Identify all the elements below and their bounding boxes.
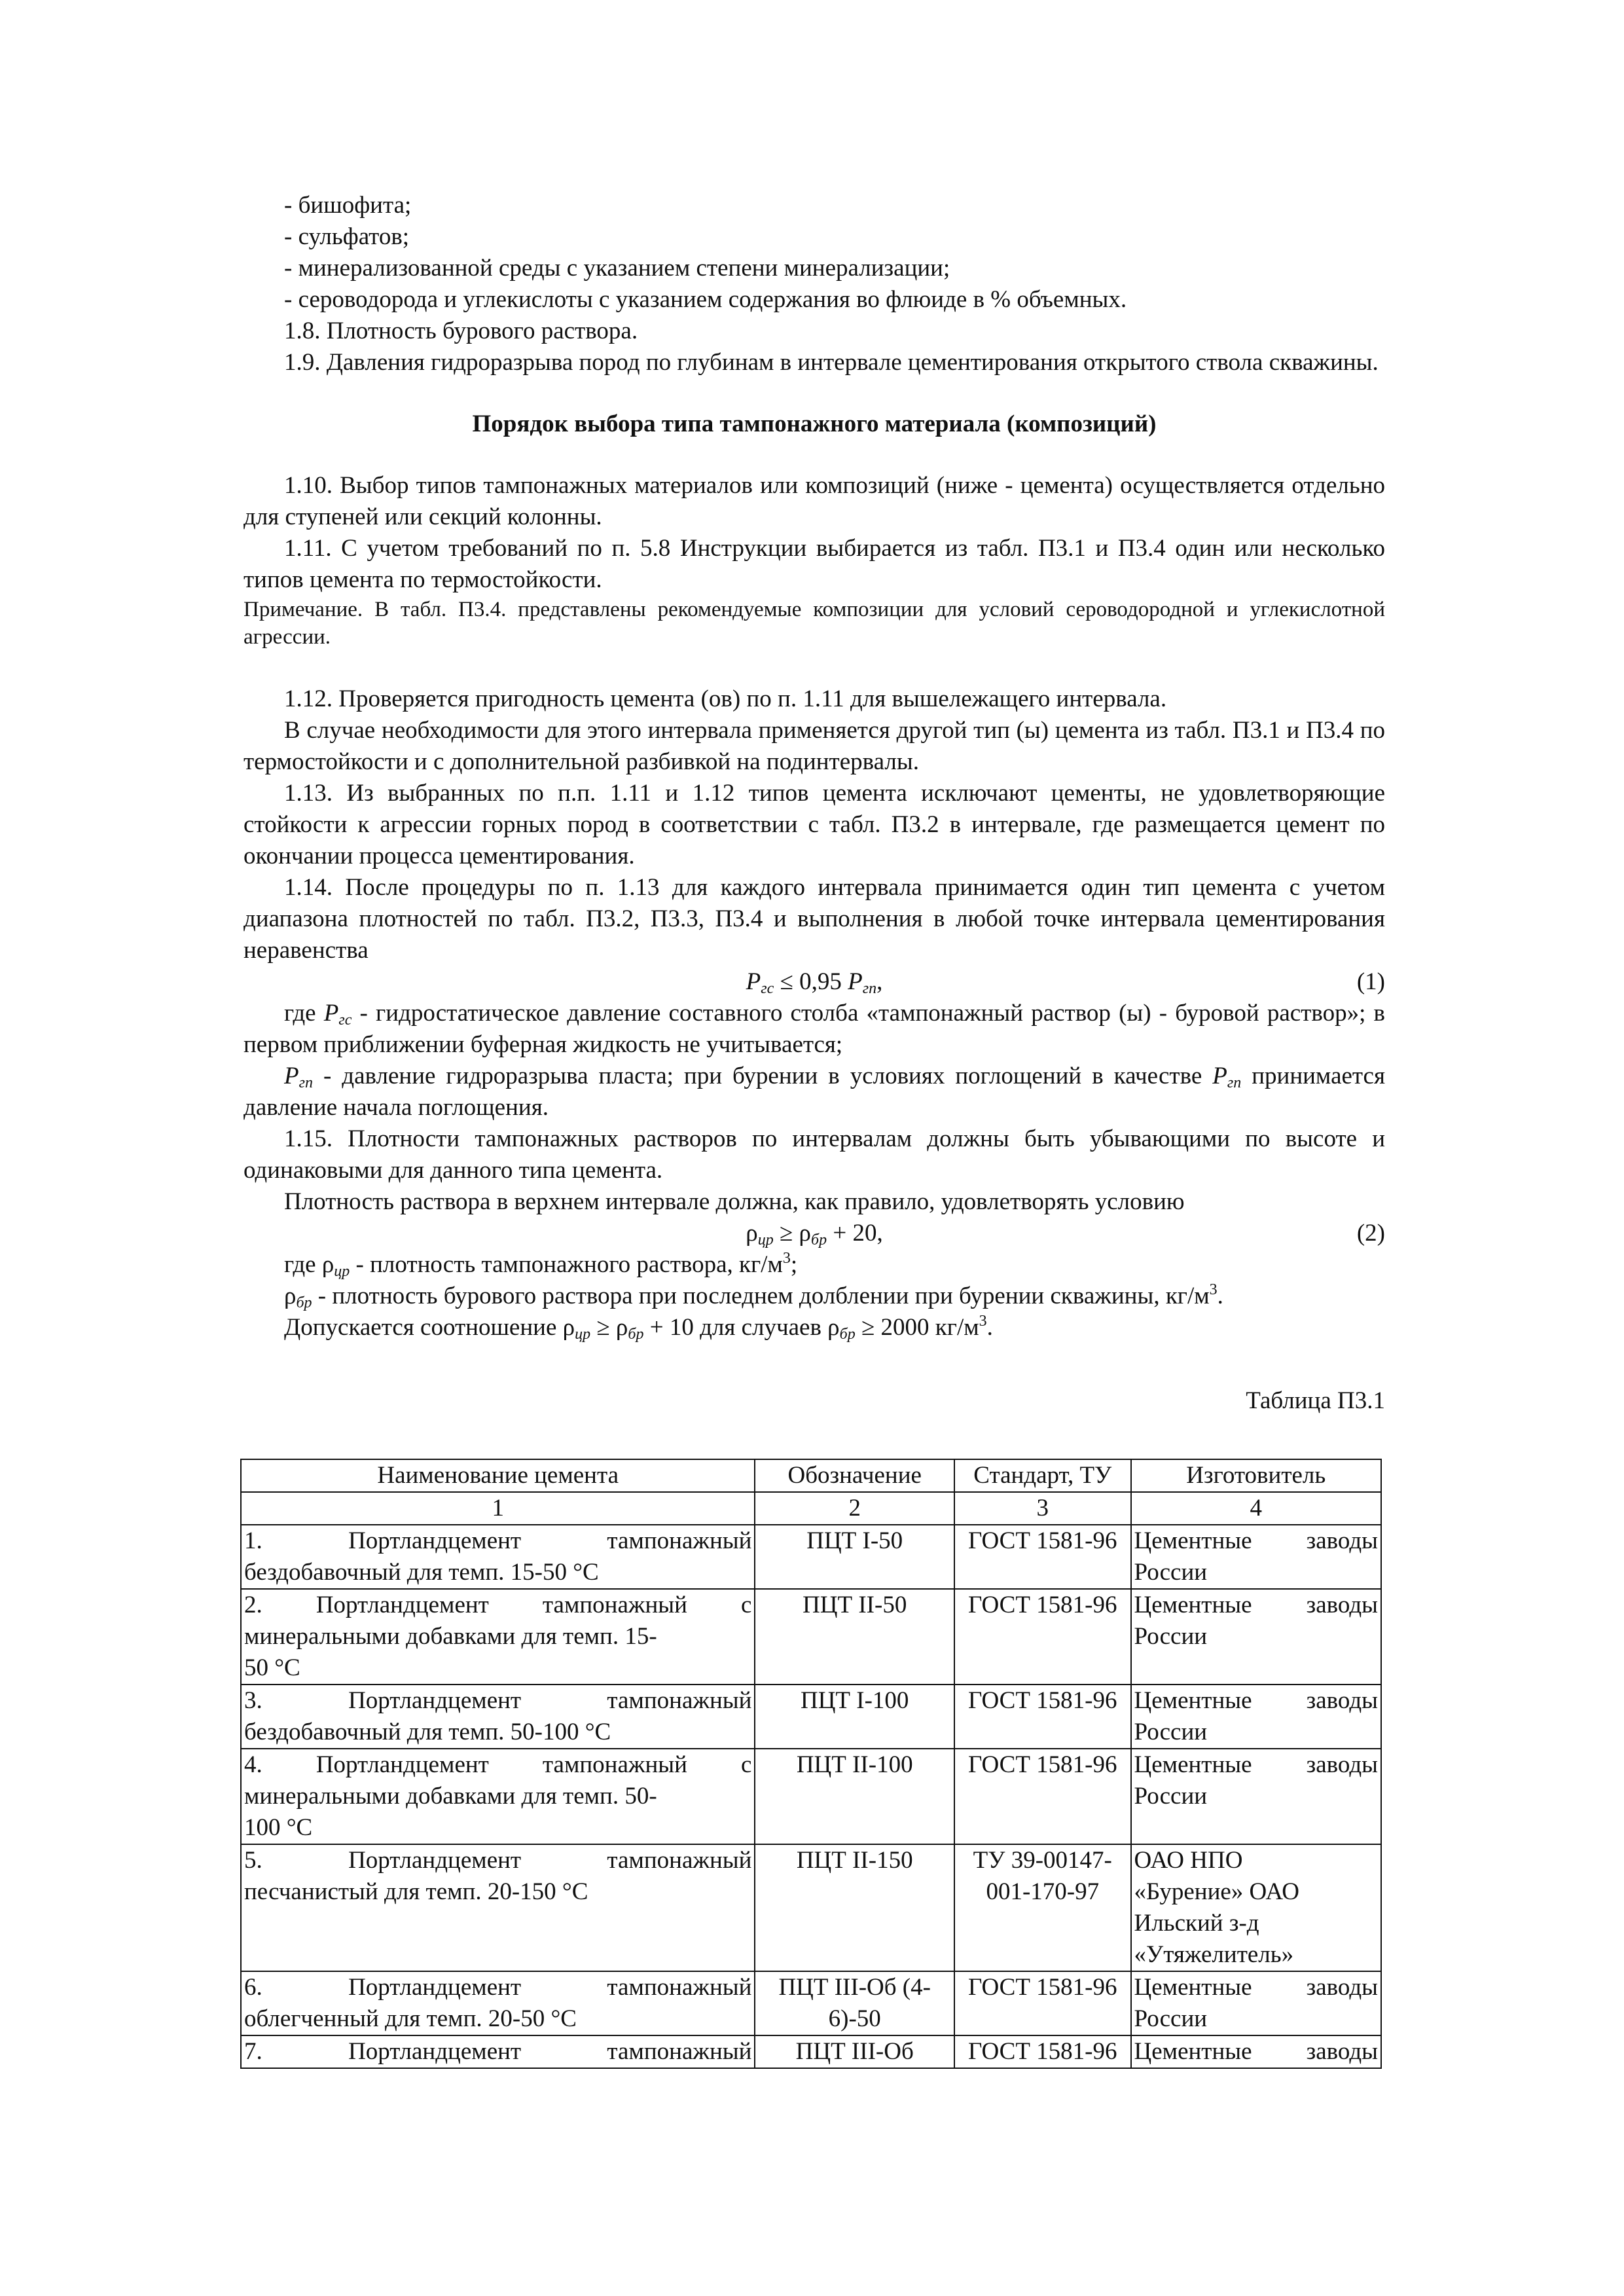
table-row <box>241 1589 1381 1685</box>
formula-1-where-pgs: где $P_{гс}$ - гидростатическое давление составного столба «тампонажный раствор (ы) - буровой раствор»; в первом приближении буферная жидкость не учитывается; <box>244 1000 1385 1058</box>
header-cement-name: Наименование цемента <box>241 1459 755 1492</box>
designation-cell: ПЦТ II-150 <box>755 1844 954 1971</box>
table-row <box>241 2035 1381 2068</box>
designation-cell: ПЦТ II-100 <box>755 1749 954 1844</box>
column-number: 4 <box>1131 1492 1381 1525</box>
note: Примечание. В табл. П3.4. представлены рекомендуемые композиции для условий сероводородной и углекислотной агрессии. <box>244 598 1385 649</box>
document-page <box>244 190 1385 2069</box>
cement-name-cell: 5. Портландцемент тампонажный песчанистый для темп. 20-150 °С <box>241 1844 755 1971</box>
cement-name-cell: 2. Портландцемент тампонажный с минеральными добавками для темп. 15-50 °С <box>241 1589 755 1685</box>
designation-cell: ПЦТ III-Об <box>755 2035 954 2068</box>
formula-1 <box>244 966 1385 998</box>
standard-cell: ГОСТ 1581-96 <box>954 1971 1131 2035</box>
paragraph-1-11: 1.11. С учетом требований по п. 5.8 Инструкции выбирается из табл. П3.1 и П3.4 один или несколько типов цемента по термостойкости. <box>244 535 1385 593</box>
list-item-bishofit: - бишофита; <box>284 192 412 219</box>
column-number: 3 <box>954 1492 1131 1525</box>
manufacturer-cell: Цементные заводы России <box>1131 1589 1381 1685</box>
standard-cell: ГОСТ 1581-96 <box>954 2035 1131 2068</box>
standard-cell: ТУ 39-00147-001-170-97 <box>954 1844 1131 1971</box>
designation-cell: ПЦТ I-50 <box>755 1525 954 1589</box>
formula-2-expression: $\rho_{цр} \ge \rho_{бр} + 20$, <box>746 1220 883 1248</box>
paragraph-density-condition: Плотность раствора в верхнем интервале должна, как правило, удовлетворять условию <box>284 1188 1185 1215</box>
table-caption: Таблица П3.1 <box>1246 1387 1385 1414</box>
paragraph-1-14: 1.14. После процедуры по п. 1.13 для каждого интервала принимается один тип цемента с учетом диапазона плотностей по табл. П3.2, П3.3, П3.4 и выполнения в любой точке интервала цементирования неравенства <box>244 874 1385 964</box>
formula-1-where-pgp: $P_{гп}$ - давление гидроразрыва пласта; при бурении в условиях поглощений в качестве $P_{гп}$ принимается давление начала поглощения. <box>244 1063 1385 1121</box>
manufacturer-cell: Цементные заводы России <box>1131 1525 1381 1589</box>
allowed-ratio: Допускается соотношение $\rho_{цр} \ge \rho_{бр} + 10$ для случаев $\rho_{бр} \ge 2000$ $кг/м^3$. <box>284 1313 993 1343</box>
table-row <box>241 1844 1381 1971</box>
manufacturer-cell: Цементные заводы России <box>1131 1971 1381 2035</box>
table-row <box>241 1749 1381 1844</box>
cement-table <box>240 1459 1382 2069</box>
table-row <box>241 1525 1381 1589</box>
cement-name-cell: 3. Портландцемент тампонажный бездобавочный для темп. 50-100 °С <box>241 1685 755 1749</box>
cement-name-cell: 4. Портландцемент тампонажный с минеральными добавками для темп. 50-100 °С <box>241 1749 755 1844</box>
paragraph-1-13: 1.13. Из выбранных по п.п. 1.11 и 1.12 типов цемента исключают цементы, не удовлетворяющие стойкости к агрессии горных пород в соответствии с табл. П3.2 в интервале, где размещается цемент по окончании процесса цементирования. <box>244 780 1385 869</box>
standard-cell: ГОСТ 1581-96 <box>954 1749 1131 1844</box>
manufacturer-cell: Цементные заводы России <box>1131 1749 1381 1844</box>
formula-2-where-rho-br: $\rho_{бр}$ - плотность бурового раствора при последнем долблении при бурении скважины, $кг/м^3$. <box>284 1281 1223 1311</box>
formula-1-number: (1) <box>1356 968 1385 995</box>
list-item-mineralized: - минерализованной среды с указанием степени минерализации; <box>284 255 950 282</box>
designation-cell: ПЦТ II-50 <box>755 1589 954 1685</box>
table-header-row <box>241 1459 1381 1492</box>
paragraph-1-8: 1.8. Плотность бурового раствора. <box>284 318 638 344</box>
formula-2-where-rho-cr: где $\rho_{цр}$ - плотность тампонажного раствора, $кг/м^3$; <box>284 1250 798 1280</box>
standard-cell: ГОСТ 1581-96 <box>954 1685 1131 1749</box>
formula-1-expression: $P_{гс} \le 0,95$ $P_{гп}$, <box>746 968 883 997</box>
column-number: 2 <box>755 1492 954 1525</box>
paragraph-1-9: 1.9. Давления гидроразрыва пород по глубинам в интервале цементирования открытого ствола скважины. <box>284 349 1379 376</box>
paragraph-1-15: 1.15. Плотности тампонажных растворов по интервалам должны быть убывающими по высоте и одинаковыми для данного типа цемента. <box>244 1125 1385 1184</box>
standard-cell: ГОСТ 1581-96 <box>954 1589 1131 1685</box>
table-number-row <box>241 1492 1381 1525</box>
cement-name-cell: 7. Портландцемент тампонажный <box>241 2035 755 2068</box>
formula-2-number: (2) <box>1356 1220 1385 1247</box>
column-number: 1 <box>241 1492 755 1525</box>
manufacturer-cell: ОАО НПО «Бурение» ОАО Ильский з-д «Утяжелитель» <box>1131 1844 1381 1971</box>
header-designation: Обозначение <box>755 1459 954 1492</box>
manufacturer-cell: Цементные заводы России <box>1131 1685 1381 1749</box>
header-manufacturer: Изготовитель <box>1131 1459 1381 1492</box>
list-item-h2s-co2: - сероводорода и углекислоты с указанием содержания во флюиде в % объемных. <box>284 286 1127 313</box>
standard-cell: ГОСТ 1581-96 <box>954 1525 1131 1589</box>
cement-name-cell: 6. Портландцемент тампонажный облегченный для темп. 20-50 °С <box>241 1971 755 2035</box>
paragraph-1-12-continued: В случае необходимости для этого интервала применяется другой тип (ы) цемента из табл. П3.1 и П3.4 по термостойкости и с дополнительной разбивкой на подинтервалы. <box>244 717 1385 775</box>
table-row <box>241 1685 1381 1749</box>
designation-cell: ПЦТ III-Об (4-6)-50 <box>755 1971 954 2035</box>
manufacturer-cell: Цементные заводы <box>1131 2035 1381 2068</box>
header-standard: Стандарт, ТУ <box>954 1459 1131 1492</box>
section-heading: Порядок выбора типа тампонажного материала (композиций) <box>472 410 1157 437</box>
designation-cell: ПЦТ I-100 <box>755 1685 954 1749</box>
cement-name-cell: 1. Портландцемент тампонажный бездобавочный для темп. 15-50 °С <box>241 1525 755 1589</box>
paragraph-1-12: 1.12. Проверяется пригодность цемента (ов) по п. 1.11 для вышележащего интервала. <box>284 685 1167 712</box>
paragraph-1-10: 1.10. Выбор типов тампонажных материалов или композиций (ниже - цемента) осуществляется отдельно для ступеней или секций колонны. <box>244 472 1385 530</box>
formula-2 <box>244 1218 1385 1249</box>
table-row <box>241 1971 1381 2035</box>
list-item-sulfates: - сульфатов; <box>284 223 410 250</box>
